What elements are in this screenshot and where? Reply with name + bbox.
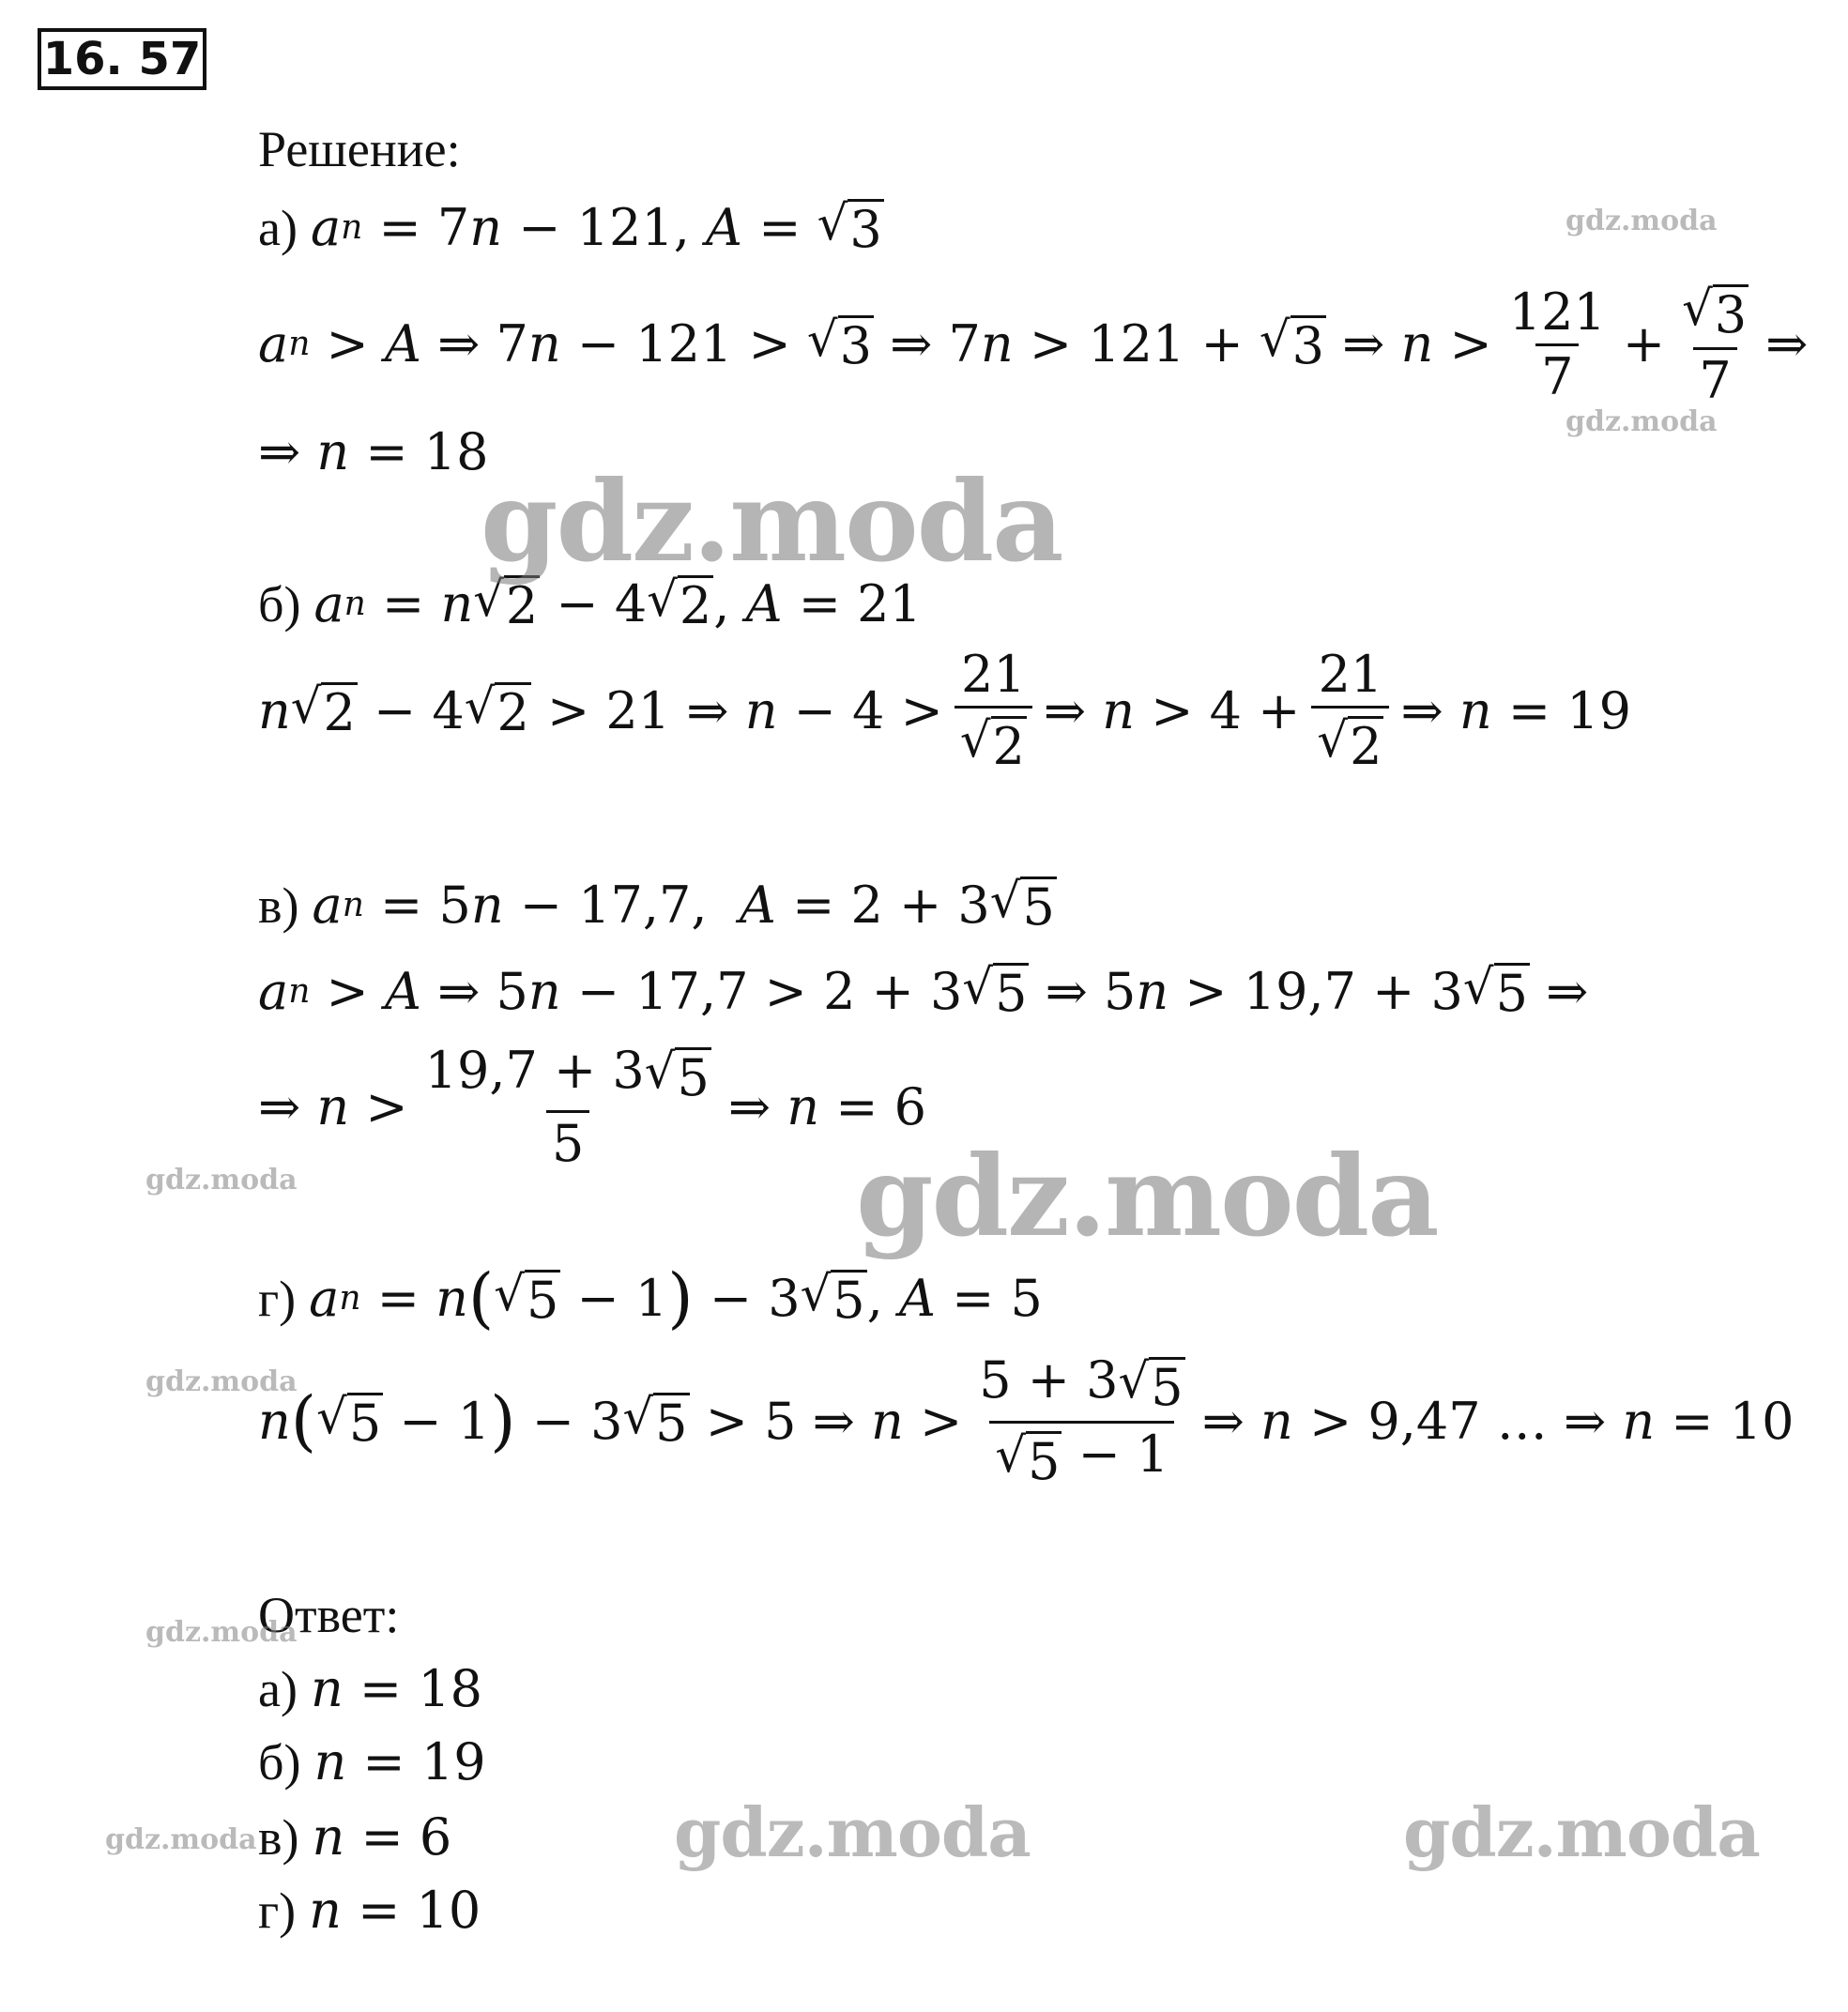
part-a-result: ⇒ n = 18 [258,422,489,481]
answer-v-label: в) [258,1809,299,1866]
answer-g-value: = 10 [358,1881,481,1940]
part-b-given: б) a n = n √ 2 − 4 √ 2 , A = 21 [258,572,922,636]
watermark-large: gdz.moda [856,1131,1438,1261]
answer-a-label: а) [258,1661,298,1717]
watermark-medium: gdz.moda [674,1792,1031,1872]
part-b-label: б) [258,576,301,633]
watermark-small: gdz.moda [145,1365,298,1398]
answer-b-value: = 19 [362,1732,486,1791]
part-v-inequality: a n > A ⇒ 5 n − 17,7 > 2 + 3 √ 5 ⇒ 5 n > 19,7 + 3 √ 5 ⇒ [258,959,1589,1024]
solution-heading: Решение: [258,121,461,177]
part-v-label: в) [258,877,299,934]
answer-a: а) n = 18 [258,1659,483,1718]
watermark-small: gdz.moda [145,1164,298,1197]
watermark-small: gdz.moda [105,1823,257,1856]
part-a-label: а) [258,200,298,256]
part-v-given: в) a n = 5 n − 17,7, A = 2 + 3 √ 5 [258,873,1055,937]
problem-number: 16. 57 [38,28,206,90]
watermark-medium: gdz.moda [1403,1792,1760,1872]
part-v-result: ⇒ n > 19,7 + 3 √ 5 5 ⇒ n = 6 [258,1040,926,1174]
watermark-small: gdz.moda [145,1616,298,1649]
answer-heading: Ответ: [258,1587,400,1643]
answer-a-value: = 18 [359,1659,483,1718]
part-a-inequality: a n > A ⇒ 7 n − 121 > √ 3 ⇒ 7 n > 121 + √ 3 ⇒ n > $\frac{121}{7}$ + √ 3 7 ⇒ [258,280,1809,411]
answer-v-value: = 6 [360,1807,452,1867]
watermark-large: gdz.moda [481,456,1062,587]
answer-g: г) n = 10 [258,1881,481,1940]
watermark-small: gdz.moda [1565,405,1718,438]
answer-b-label: б) [258,1734,301,1791]
part-a-given: а) a n = 7 n − 121, A = √ 3 [258,195,882,260]
watermark-small: gdz.moda [1565,205,1718,237]
part-g-label: г) [258,1271,297,1327]
part-b-inequality: n √ 2 − 4 √ 2 > 21 ⇒ n − 4 > 21 √ 2 ⇒ n > 4 + 21 √ 2 ⇒ n = 19 [258,644,1631,776]
answer-v: в) n = 6 [258,1807,452,1867]
answer-g-label: г) [258,1882,297,1939]
part-g-given: г) a n = n ( √ 5 − 1 ) − 3 √ 5 , A = 5 [258,1259,1043,1337]
answer-b: б) n = 19 [258,1732,486,1791]
part-g-inequality: n ( √ 5 − 1 ) − 3 √ 5 > 5 ⇒ n > 5 + 3 √ 5 √ 5 − 1 ⇒ n > 9,47 … ⇒ n = 10 [258,1349,1795,1491]
